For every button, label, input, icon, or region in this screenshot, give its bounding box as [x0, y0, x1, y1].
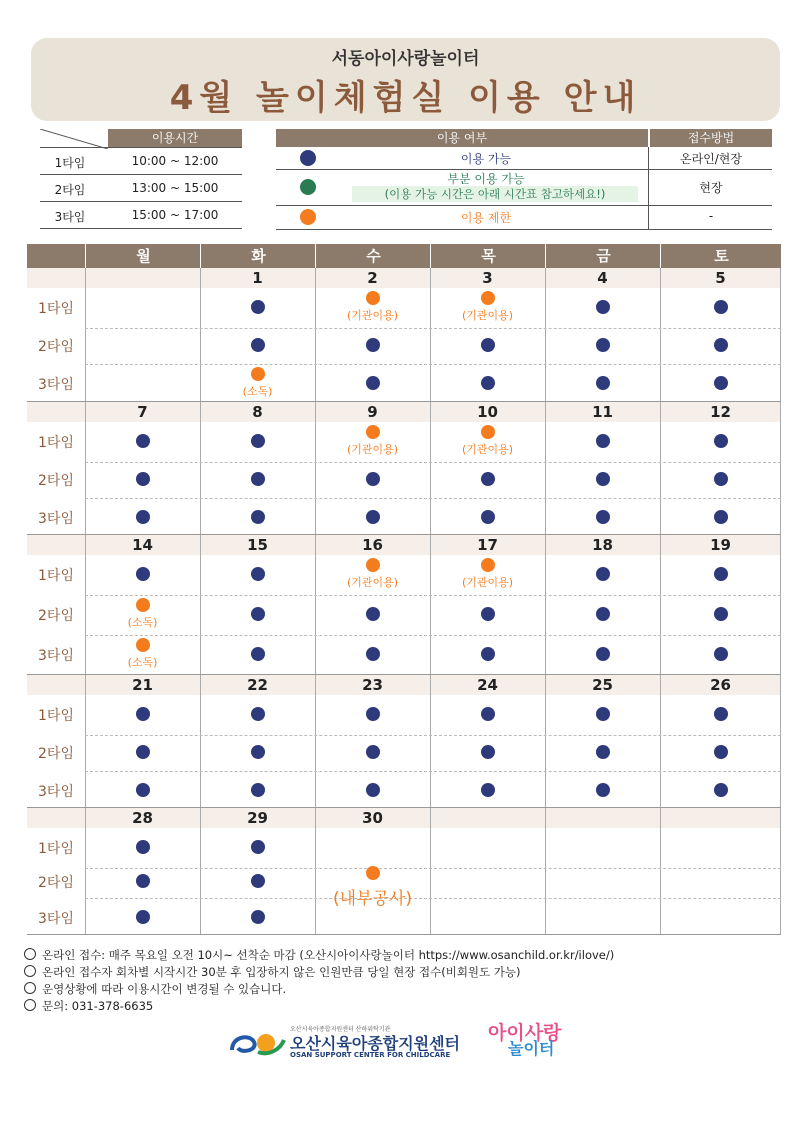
- day-number: 17: [477, 536, 498, 554]
- page-title: 4월 놀이체험실 이용 안내: [169, 78, 642, 118]
- restricted-dot-icon: [366, 558, 380, 572]
- time-slot-label: 2타임: [38, 608, 74, 624]
- time-label: 3타임: [54, 210, 86, 224]
- available-dot-icon: [481, 376, 495, 390]
- restricted-dot-icon: [366, 866, 380, 880]
- time-slot-label: 1타임: [38, 435, 74, 451]
- day-number: 21: [132, 676, 153, 694]
- time-slot-label: 3타임: [38, 511, 74, 527]
- legend-row: [276, 205, 772, 230]
- legend-text: 부분 이용 가능: [447, 172, 525, 186]
- time-slot-label: 1타임: [38, 841, 74, 857]
- time-slot-label: 2타임: [38, 875, 74, 891]
- column-divider: [660, 675, 661, 808]
- footer-note-text: 문의: 031-378-6635: [42, 999, 154, 1013]
- day-number: 12: [710, 403, 731, 421]
- day-number: 14: [132, 536, 153, 554]
- restricted-dot-icon: [136, 638, 150, 652]
- slot-divider: [85, 735, 781, 736]
- calendar-week: [27, 402, 781, 535]
- available-dot-icon: [596, 647, 610, 661]
- restriction-note: (기관이용): [461, 576, 514, 589]
- day-number: 8: [252, 403, 263, 421]
- day-number: 3: [482, 269, 493, 287]
- day-number-row: [27, 675, 781, 695]
- weekday-header: 금: [545, 244, 661, 268]
- footer-note: [24, 947, 614, 963]
- weekday-header: 토: [660, 244, 782, 268]
- available-dot-icon: [366, 783, 380, 797]
- day-number: 4: [597, 269, 608, 287]
- available-dot-icon: [481, 707, 495, 721]
- legend-color-dot-icon: [300, 209, 316, 225]
- column-divider: [85, 402, 86, 535]
- weekday-header: 수: [315, 244, 431, 268]
- available-dot-icon: [251, 510, 265, 524]
- weekday-header: 화: [200, 244, 316, 268]
- column-divider: [430, 675, 431, 808]
- day-number: 7: [137, 403, 148, 421]
- available-dot-icon: [481, 647, 495, 661]
- column-divider: [85, 535, 86, 675]
- available-dot-icon: [251, 607, 265, 621]
- time-slot-label: 2타임: [38, 473, 74, 489]
- bullet-circle-icon: [24, 965, 36, 977]
- available-dot-icon: [714, 300, 728, 314]
- available-dot-icon: [251, 783, 265, 797]
- column-divider: [430, 268, 431, 402]
- column-divider: [200, 808, 201, 934]
- column-divider: [315, 268, 316, 402]
- available-dot-icon: [136, 840, 150, 854]
- time-row: [40, 174, 242, 202]
- restricted-dot-icon: [136, 598, 150, 612]
- available-dot-icon: [136, 707, 150, 721]
- day-number: 9: [367, 403, 378, 421]
- column-divider: [430, 808, 431, 934]
- available-dot-icon: [366, 647, 380, 661]
- available-dot-icon: [481, 607, 495, 621]
- available-dot-icon: [596, 472, 610, 486]
- time-slot-label: 3타임: [38, 377, 74, 393]
- day-number: 10: [477, 403, 498, 421]
- slot-divider: [85, 771, 781, 772]
- calendar-header: [27, 244, 781, 268]
- available-dot-icon: [136, 510, 150, 524]
- restricted-dot-icon: [366, 425, 380, 439]
- bullet-circle-icon: [24, 999, 36, 1011]
- time-table: [40, 129, 242, 229]
- available-dot-icon: [596, 607, 610, 621]
- legend-color-dot-icon: [300, 179, 316, 195]
- available-dot-icon: [251, 745, 265, 759]
- column-divider: [315, 808, 316, 934]
- day-number: 25: [592, 676, 613, 694]
- available-dot-icon: [596, 783, 610, 797]
- column-divider: [430, 535, 431, 675]
- available-dot-icon: [136, 745, 150, 759]
- legend-color-dot-icon: [300, 150, 316, 166]
- footer-note: [24, 981, 286, 997]
- restriction-note: (소독): [127, 656, 158, 669]
- footer-note-text: 온라인 접수자 회차별 시작시간 30분 후 입장하지 않은 인원만큼 당일 현장 접수(비회원도 가능): [42, 965, 521, 979]
- column-divider: [780, 535, 781, 675]
- column-divider: [200, 268, 201, 402]
- available-dot-icon: [251, 840, 265, 854]
- logo-center-name: 오산시육아종합지원센터: [290, 1034, 461, 1053]
- ilove-playground-logo: [488, 1018, 588, 1058]
- available-dot-icon: [596, 707, 610, 721]
- column-divider: [545, 675, 546, 808]
- available-dot-icon: [251, 707, 265, 721]
- available-dot-icon: [366, 338, 380, 352]
- footer-note-text: 운영상황에 따라 이용시간이 변경될 수 있습니다.: [42, 982, 287, 996]
- swirl-logo-icon: [228, 1028, 288, 1058]
- column-divider: [660, 808, 661, 934]
- available-dot-icon: [714, 707, 728, 721]
- available-dot-icon: [481, 510, 495, 524]
- available-dot-icon: [714, 567, 728, 581]
- column-divider: [780, 675, 781, 808]
- column-divider: [545, 268, 546, 402]
- available-dot-icon: [596, 376, 610, 390]
- available-dot-icon: [481, 472, 495, 486]
- day-number: 18: [592, 536, 613, 554]
- restriction-note: (소독): [127, 616, 158, 629]
- restricted-dot-icon: [366, 291, 380, 305]
- available-dot-icon: [251, 647, 265, 661]
- diagonal-divider: [40, 129, 108, 149]
- day-number: 11: [592, 403, 613, 421]
- calendar-week: [27, 675, 781, 808]
- available-dot-icon: [251, 874, 265, 888]
- time-slot-label: 3타임: [38, 911, 74, 927]
- time-slot-label: 1타임: [38, 568, 74, 584]
- available-dot-icon: [136, 434, 150, 448]
- time-slot-label: 1타임: [38, 301, 74, 317]
- legend-status-header: 이용 여부: [276, 129, 648, 147]
- legend-method: -: [708, 209, 714, 223]
- time-slot-label: 2타임: [38, 746, 74, 762]
- restriction-note: (기관이용): [346, 309, 399, 322]
- legend-method: 온라인/현장: [679, 152, 742, 166]
- construction-note: (내부공사): [333, 889, 412, 909]
- available-dot-icon: [251, 472, 265, 486]
- available-dot-icon: [714, 783, 728, 797]
- day-number: 26: [710, 676, 731, 694]
- day-number: 2: [367, 269, 378, 287]
- restriction-note: (기관이용): [461, 443, 514, 456]
- available-dot-icon: [596, 338, 610, 352]
- slot-divider: [85, 635, 781, 636]
- slot-divider: [85, 595, 781, 596]
- available-dot-icon: [481, 338, 495, 352]
- column-divider: [430, 402, 431, 535]
- slot-divider: [85, 462, 781, 463]
- day-number-row: [27, 268, 781, 288]
- legend-method-header: 접수방법: [650, 129, 772, 147]
- column-divider: [200, 535, 201, 675]
- day-number-row: [27, 808, 781, 828]
- restricted-dot-icon: [481, 425, 495, 439]
- column-divider: [660, 402, 661, 535]
- column-divider: [660, 268, 661, 402]
- available-dot-icon: [714, 376, 728, 390]
- time-slot-label: 3타임: [38, 784, 74, 800]
- available-dot-icon: [481, 745, 495, 759]
- slot-divider: [85, 868, 781, 869]
- available-dot-icon: [251, 338, 265, 352]
- available-dot-icon: [596, 567, 610, 581]
- column-divider: [315, 402, 316, 535]
- legend-text: 이용 제한: [460, 211, 512, 225]
- logo-english-name: OSAN SUPPORT CENTER FOR CHILDCARE: [290, 1051, 451, 1059]
- slot-divider: [85, 898, 781, 899]
- column-divider: [85, 675, 86, 808]
- legend-method: 현장: [699, 181, 723, 195]
- available-dot-icon: [366, 745, 380, 759]
- column-divider: [200, 675, 201, 808]
- column-divider: [315, 675, 316, 808]
- column-divider: [85, 268, 86, 402]
- calendar-bottom: [27, 934, 781, 935]
- slot-divider: [85, 498, 781, 499]
- logo-small-text: 오산시육아종합지원센터 산하위탁기관: [290, 1026, 391, 1033]
- day-number: 16: [362, 536, 383, 554]
- column-divider: [315, 535, 316, 675]
- available-dot-icon: [251, 567, 265, 581]
- column-divider: [545, 808, 546, 934]
- center-name: 서동아이사랑놀이터: [331, 49, 480, 69]
- available-dot-icon: [714, 434, 728, 448]
- day-number: 30: [362, 809, 383, 827]
- column-divider: [780, 402, 781, 535]
- time-slot-label: 3타임: [38, 648, 74, 664]
- day-number-row: [27, 402, 781, 422]
- day-number: 5: [715, 269, 726, 287]
- bullet-circle-icon: [24, 982, 36, 994]
- available-dot-icon: [714, 472, 728, 486]
- column-divider: [545, 535, 546, 675]
- weekday-header: 월: [85, 244, 201, 268]
- legend-row: [276, 169, 772, 206]
- available-dot-icon: [251, 300, 265, 314]
- calendar-week: [27, 268, 781, 402]
- bullet-circle-icon: [24, 948, 36, 960]
- restricted-dot-icon: [481, 291, 495, 305]
- time-row: [40, 201, 242, 229]
- time-row: [40, 147, 242, 175]
- column-divider: [545, 402, 546, 535]
- restriction-note: (기관이용): [346, 443, 399, 456]
- logo2-line1: 아이사랑: [488, 1022, 562, 1044]
- available-dot-icon: [366, 510, 380, 524]
- day-number: 28: [132, 809, 153, 827]
- day-number: 23: [362, 676, 383, 694]
- restriction-note: (소독): [242, 385, 273, 398]
- day-number: 22: [247, 676, 268, 694]
- time-label: 2타임: [54, 183, 86, 197]
- available-dot-icon: [714, 745, 728, 759]
- column-divider: [780, 268, 781, 402]
- day-number: 24: [477, 676, 498, 694]
- weekday-header: 목: [430, 244, 546, 268]
- day-number: 29: [247, 809, 268, 827]
- available-dot-icon: [136, 874, 150, 888]
- slot-divider: [85, 328, 781, 329]
- available-dot-icon: [366, 707, 380, 721]
- available-dot-icon: [481, 783, 495, 797]
- available-dot-icon: [251, 434, 265, 448]
- time-table-header: 이용시간: [108, 129, 242, 147]
- available-dot-icon: [366, 472, 380, 486]
- available-dot-icon: [596, 434, 610, 448]
- time-range: 10:00 ~ 12:00: [131, 154, 219, 168]
- available-dot-icon: [251, 910, 265, 924]
- time-slot-label: 2타임: [38, 339, 74, 355]
- calendar-week: [27, 535, 781, 675]
- available-dot-icon: [366, 376, 380, 390]
- legend-table: [276, 129, 772, 229]
- column-divider: [200, 402, 201, 535]
- day-number-row: [27, 535, 781, 555]
- available-dot-icon: [136, 910, 150, 924]
- available-dot-icon: [596, 300, 610, 314]
- osan-support-center-logo: [228, 1024, 474, 1060]
- day-number: 19: [710, 536, 731, 554]
- restriction-note: (기관이용): [346, 576, 399, 589]
- available-dot-icon: [136, 567, 150, 581]
- time-range: 13:00 ~ 15:00: [131, 181, 219, 195]
- available-dot-icon: [714, 647, 728, 661]
- restricted-dot-icon: [481, 558, 495, 572]
- restriction-note: (기관이용): [461, 309, 514, 322]
- legend-text: 이용 가능: [460, 152, 512, 166]
- column-divider: [85, 808, 86, 934]
- title-banner: [31, 38, 780, 121]
- time-range: 15:00 ~ 17:00: [131, 208, 219, 222]
- footer-note: [24, 964, 521, 980]
- available-dot-icon: [596, 510, 610, 524]
- legend-row: [276, 147, 772, 170]
- day-number: 1: [252, 269, 263, 287]
- footer-note-text: 온라인 접수: 매주 목요일 오전 10시~ 선착순 마감 (오산시아이사랑놀이터 https://www.osanchild.or.kr/ilove/): [42, 948, 615, 962]
- available-dot-icon: [136, 783, 150, 797]
- footer-note: [24, 998, 153, 1014]
- column-divider: [780, 808, 781, 934]
- column-divider: [660, 535, 661, 675]
- available-dot-icon: [714, 338, 728, 352]
- available-dot-icon: [596, 745, 610, 759]
- available-dot-icon: [714, 510, 728, 524]
- logo2-line2: 놀이터: [508, 1039, 555, 1058]
- day-number: 15: [247, 536, 268, 554]
- legend-subtext: (이용 가능 시간은 아래 시간표 참고하세요!): [352, 186, 638, 202]
- available-dot-icon: [714, 607, 728, 621]
- calendar-week: [27, 808, 781, 934]
- time-slot-label: 1타임: [38, 708, 74, 724]
- restricted-dot-icon: [251, 367, 265, 381]
- slot-divider: [85, 364, 781, 365]
- available-dot-icon: [136, 472, 150, 486]
- available-dot-icon: [366, 607, 380, 621]
- time-label: 1타임: [54, 156, 86, 170]
